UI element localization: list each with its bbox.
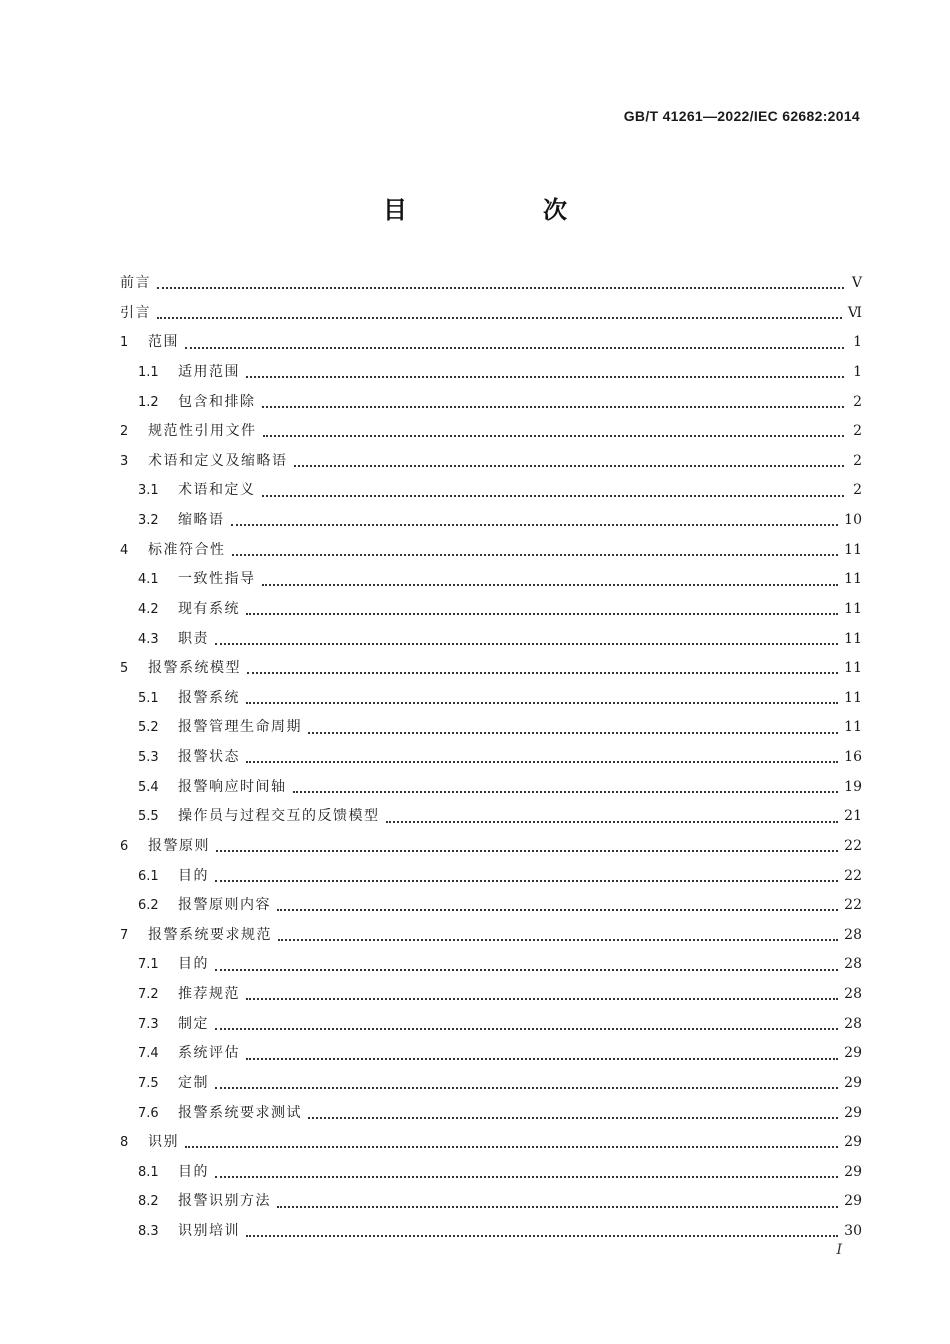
toc-entry-page: 21 <box>844 808 862 825</box>
toc-entry[interactable] <box>120 299 862 329</box>
toc-entry-page: 2 <box>853 423 862 440</box>
toc-entry-label: 报警系统要求规范 <box>148 926 272 943</box>
toc-entry-label: 职责 <box>178 630 209 647</box>
toc-entry-page: 29 <box>844 1163 862 1180</box>
toc-entry-label: 一致性指导 <box>178 571 256 588</box>
toc-entry-label: 识别 <box>148 1134 179 1151</box>
toc-dot-leader <box>246 760 838 763</box>
toc-entry-page: 1 <box>853 363 862 380</box>
toc-entry-page: 22 <box>844 897 862 914</box>
toc-entry-page: V <box>851 275 862 291</box>
toc-entry-label: 报警系统要求测试 <box>178 1104 302 1121</box>
toc-entry-number: 8.2 <box>138 1194 159 1210</box>
toc-dot-leader <box>215 879 838 882</box>
toc-entry-label: 适用范围 <box>178 363 240 380</box>
toc-entry-page: 2 <box>853 482 862 499</box>
toc-entry[interactable] <box>120 654 862 684</box>
toc-dot-leader <box>246 375 844 378</box>
toc-entry-label: 前言 <box>120 275 151 291</box>
toc-entry-number: 8 <box>120 1135 129 1151</box>
toc-entry[interactable] <box>120 1069 862 1099</box>
toc-entry-page: 2 <box>853 393 862 410</box>
toc-entry[interactable] <box>120 1187 862 1217</box>
toc-entry-label: 系统评估 <box>178 1045 240 1062</box>
toc-entry-number: 7.5 <box>138 1075 159 1091</box>
toc-entry-number: 5.1 <box>138 690 159 706</box>
toc-entry-label: 目的 <box>178 867 209 884</box>
toc-entry-page: 29 <box>844 1074 862 1091</box>
toc-entry[interactable] <box>120 447 862 477</box>
toc-entry-label: 报警原则 <box>148 837 210 854</box>
toc-entry-label: 报警识别方法 <box>178 1193 271 1210</box>
toc-entry-number: 5.4 <box>138 779 159 795</box>
toc-entry-number: 8.3 <box>138 1224 159 1239</box>
toc-entry[interactable] <box>120 921 862 951</box>
toc-entry-page: Ⅵ <box>847 304 862 321</box>
toc-entry[interactable] <box>120 950 862 980</box>
toc-dot-leader <box>263 434 845 437</box>
toc-entry-label: 报警响应时间轴 <box>178 778 287 795</box>
toc-entry-number: 6 <box>120 838 129 854</box>
toc-entry[interactable] <box>120 713 862 743</box>
toc-entry-number: 7.1 <box>138 957 159 973</box>
toc-entry-label: 范围 <box>148 334 179 351</box>
toc-entry-number: 4.3 <box>138 631 159 647</box>
toc-entry[interactable] <box>120 891 862 921</box>
toc-entry-number: 7 <box>120 927 129 943</box>
toc-entry-label: 定制 <box>178 1074 209 1091</box>
toc-entry-page: 11 <box>844 660 862 677</box>
toc-entry[interactable] <box>120 1217 862 1247</box>
toc-entry[interactable] <box>120 476 862 506</box>
toc-title: 目 次 <box>383 196 623 224</box>
toc-entry[interactable] <box>120 417 862 447</box>
toc-dot-leader <box>185 1145 838 1148</box>
toc-entry[interactable] <box>120 536 862 566</box>
toc-entry[interactable] <box>120 832 862 862</box>
toc-entry-page: 10 <box>844 512 862 528</box>
toc-entry-page: 11 <box>844 630 862 647</box>
toc-entry[interactable] <box>120 773 862 803</box>
toc-entry-number: 5.2 <box>138 720 159 736</box>
toc-entry-label: 术语和定义及缩略语 <box>148 452 288 469</box>
toc-dot-leader <box>246 1057 838 1060</box>
toc-entry[interactable] <box>120 358 862 388</box>
toc-entry[interactable] <box>120 1039 862 1069</box>
toc-entry-number: 1 <box>120 335 129 351</box>
toc-dot-leader <box>185 346 844 349</box>
toc-entry-label: 术语和定义 <box>178 482 256 499</box>
toc-entry[interactable] <box>120 595 862 625</box>
toc-dot-leader <box>232 553 839 556</box>
toc-dot-leader <box>262 494 845 497</box>
toc-entry-label: 现有系统 <box>178 600 240 617</box>
toc-entry-number: 4.1 <box>138 572 159 588</box>
toc-entry[interactable] <box>120 565 862 595</box>
toc-entry-page: 2 <box>853 452 862 469</box>
toc-dot-leader <box>157 316 842 319</box>
toc-entry[interactable] <box>120 802 862 832</box>
toc-entry-page: 28 <box>844 1015 862 1032</box>
toc-entry[interactable] <box>120 506 862 536</box>
toc-entry[interactable] <box>120 388 862 418</box>
toc-entry-number: 2 <box>120 424 129 440</box>
toc-dot-leader <box>246 997 838 1000</box>
toc-entry[interactable] <box>120 1010 862 1040</box>
toc-entry-label: 规范性引用文件 <box>148 423 257 440</box>
toc-entry-label: 目的 <box>178 1163 209 1180</box>
toc-entry-page: 19 <box>844 778 862 795</box>
toc-dot-leader <box>308 731 838 734</box>
toc-dot-leader <box>277 908 838 911</box>
page-number: I <box>836 1242 842 1258</box>
toc-entry[interactable] <box>120 743 862 773</box>
toc-dot-leader <box>262 583 839 586</box>
toc-dot-leader <box>246 701 838 704</box>
toc-entry-page: 11 <box>844 600 862 617</box>
toc-entry-number: 7.3 <box>138 1016 159 1032</box>
toc-dot-leader <box>231 523 839 526</box>
toc-entry-page: 11 <box>844 719 862 736</box>
toc-entry-label: 报警系统 <box>178 689 240 706</box>
toc-dot-leader <box>262 405 845 408</box>
toc-entry-number: 3 <box>120 453 129 469</box>
toc-entry-label: 制定 <box>178 1015 209 1032</box>
toc-dot-leader <box>277 1205 838 1208</box>
toc-entry-page: 16 <box>844 749 862 765</box>
toc-entry[interactable] <box>120 1099 862 1129</box>
toc-entry-number: 5 <box>120 661 129 677</box>
toc-entry-number: 4 <box>120 542 129 558</box>
toc-entry-page: 28 <box>844 986 862 1002</box>
toc-entry-label: 推荐规范 <box>178 986 240 1002</box>
toc-entry-page: 29 <box>844 1134 862 1151</box>
toc-dot-leader <box>215 968 838 971</box>
toc-dot-leader <box>157 286 844 289</box>
toc-entry-label: 报警管理生命周期 <box>178 719 302 736</box>
toc-entry-number: 3.2 <box>138 513 159 528</box>
toc-entry-number: 8.1 <box>138 1164 159 1180</box>
toc-dot-leader <box>246 1234 838 1237</box>
toc-entry-number: 7.4 <box>138 1046 159 1062</box>
toc-entry-label: 识别培训 <box>178 1223 240 1239</box>
toc-entry-label: 标准符合性 <box>148 541 226 558</box>
toc-entry-label: 报警系统模型 <box>148 660 241 677</box>
toc-dot-leader <box>215 1175 838 1178</box>
toc-entry-label: 报警状态 <box>178 749 240 765</box>
toc-entry[interactable] <box>120 980 862 1010</box>
toc-entry-label: 报警原则内容 <box>178 897 271 914</box>
toc-dot-leader <box>278 938 838 941</box>
toc-entry-page: 29 <box>844 1104 862 1121</box>
toc-entry-label: 引言 <box>120 304 151 321</box>
toc-entry-page: 1 <box>853 334 862 351</box>
toc-dot-leader <box>216 849 838 852</box>
toc-entry-page: 28 <box>844 956 862 973</box>
toc-entry-number: 1.2 <box>138 394 159 410</box>
toc-dot-leader <box>215 1086 838 1089</box>
toc-entry[interactable] <box>120 1128 862 1158</box>
toc-entry-number: 4.2 <box>138 601 159 617</box>
toc-dot-leader <box>215 1027 838 1030</box>
toc-entry-page: 30 <box>844 1223 862 1239</box>
toc-entry[interactable] <box>120 625 862 655</box>
toc-entry-page: 22 <box>844 837 862 854</box>
toc-entry-page: 11 <box>844 689 862 706</box>
toc-entry-label: 包含和排除 <box>178 393 256 410</box>
toc-entry-number: 6.1 <box>138 868 159 884</box>
toc-dot-leader <box>246 612 838 615</box>
toc-entry[interactable] <box>120 862 862 892</box>
toc-entry-number: 1.1 <box>138 364 159 380</box>
toc-dot-leader <box>215 642 838 645</box>
table-of-contents <box>120 269 862 1247</box>
toc-dot-leader <box>308 1116 838 1119</box>
standard-number: GB/T 41261—2022/IEC 62682:2014 <box>623 108 860 124</box>
toc-entry-page: 28 <box>844 926 862 943</box>
toc-entry-page: 11 <box>844 571 862 588</box>
toc-entry-page: 29 <box>844 1193 862 1210</box>
toc-dot-leader <box>247 671 838 674</box>
toc-entry-number: 5.3 <box>138 750 159 765</box>
toc-entry-page: 22 <box>844 867 862 884</box>
toc-entry[interactable] <box>120 1158 862 1188</box>
toc-entry-number: 5.5 <box>138 809 159 825</box>
toc-entry-label: 操作员与过程交互的反馈模型 <box>178 808 380 825</box>
toc-entry-page: 29 <box>844 1045 862 1062</box>
toc-entry-number: 3.1 <box>138 483 159 499</box>
toc-entry[interactable] <box>120 328 862 358</box>
toc-entry-label: 缩略语 <box>178 512 225 528</box>
toc-entry[interactable] <box>120 269 862 299</box>
toc-entry[interactable] <box>120 684 862 714</box>
toc-dot-leader <box>294 464 845 467</box>
toc-entry-number: 7.2 <box>138 987 159 1002</box>
toc-entry-page: 11 <box>844 541 862 558</box>
toc-entry-number: 7.6 <box>138 1105 159 1121</box>
toc-entry-number: 6.2 <box>138 898 159 914</box>
toc-dot-leader <box>293 790 839 793</box>
toc-dot-leader <box>386 820 839 823</box>
toc-entry-label: 目的 <box>178 956 209 973</box>
